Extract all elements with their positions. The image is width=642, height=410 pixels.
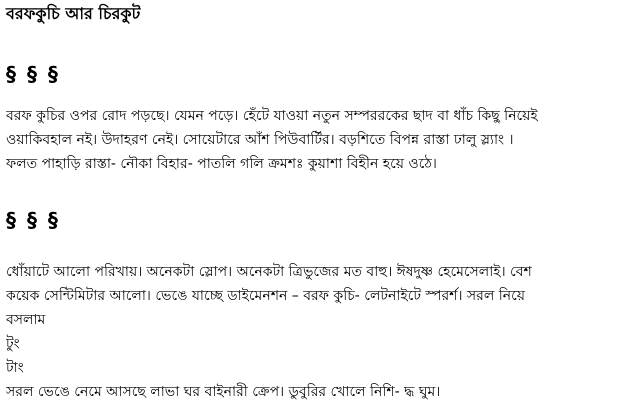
paragraph-line: বসলাম	[6, 312, 46, 328]
paragraph-line: ফলত পাহাড়ি রাস্তা- নৌকা বিহার- পাতলি গলি ক্রমশঃ কুয়াশা বিহীন হয়ে ওঠে।	[6, 156, 437, 172]
section-separator: § § §	[6, 208, 60, 232]
document-title: বরফকুচি আর চিরকুট	[6, 4, 141, 23]
paragraph-line: কয়েক সেন্টিমিটার আলো। ভেঙে যাচ্ছে ডাইমেনশন – বরফ কুচি- লেটনাইটে স্পরর্শ। সরল নিয়ে	[6, 288, 525, 304]
paragraph-2	[6, 260, 638, 404]
paragraph-line: ধোঁয়াটে আলো পরিখায়। অনেকটা স্লোপ। অনেকটা ত্রিভুজের মত বাহু। ঈষদুষ্ণ হেমেসেলাই। বেশ	[6, 264, 532, 280]
paragraph-line: টাং	[6, 360, 24, 376]
paragraph-line: টুং	[6, 336, 20, 352]
paragraph-line: সরল ভেঙে নেমে আসছে লাভা ঘর বাইনারী ক্রেপ। ডুবুরির খোলে নিশি- দ্ধ ঘুম।	[6, 384, 441, 400]
paragraph-line: বরফ কুচির ওপর রোদ পড়ছে। যেমন পড়ে। হেঁটে যাওয়া নতুন সম্পররকের ছাদ বা ধাঁচ কিছু নিয়েই	[6, 108, 538, 124]
paragraph-1	[6, 104, 638, 176]
section-separator: § § §	[6, 62, 60, 86]
paragraph-line: ওয়াকিবহাল নই। উদাহরণ নেই। সোয়েটারে আঁশ পিউবার্টির। বড়শিতে বিপন্ন রাস্তা ঢালু স্ল্যাং ।	[6, 132, 514, 148]
